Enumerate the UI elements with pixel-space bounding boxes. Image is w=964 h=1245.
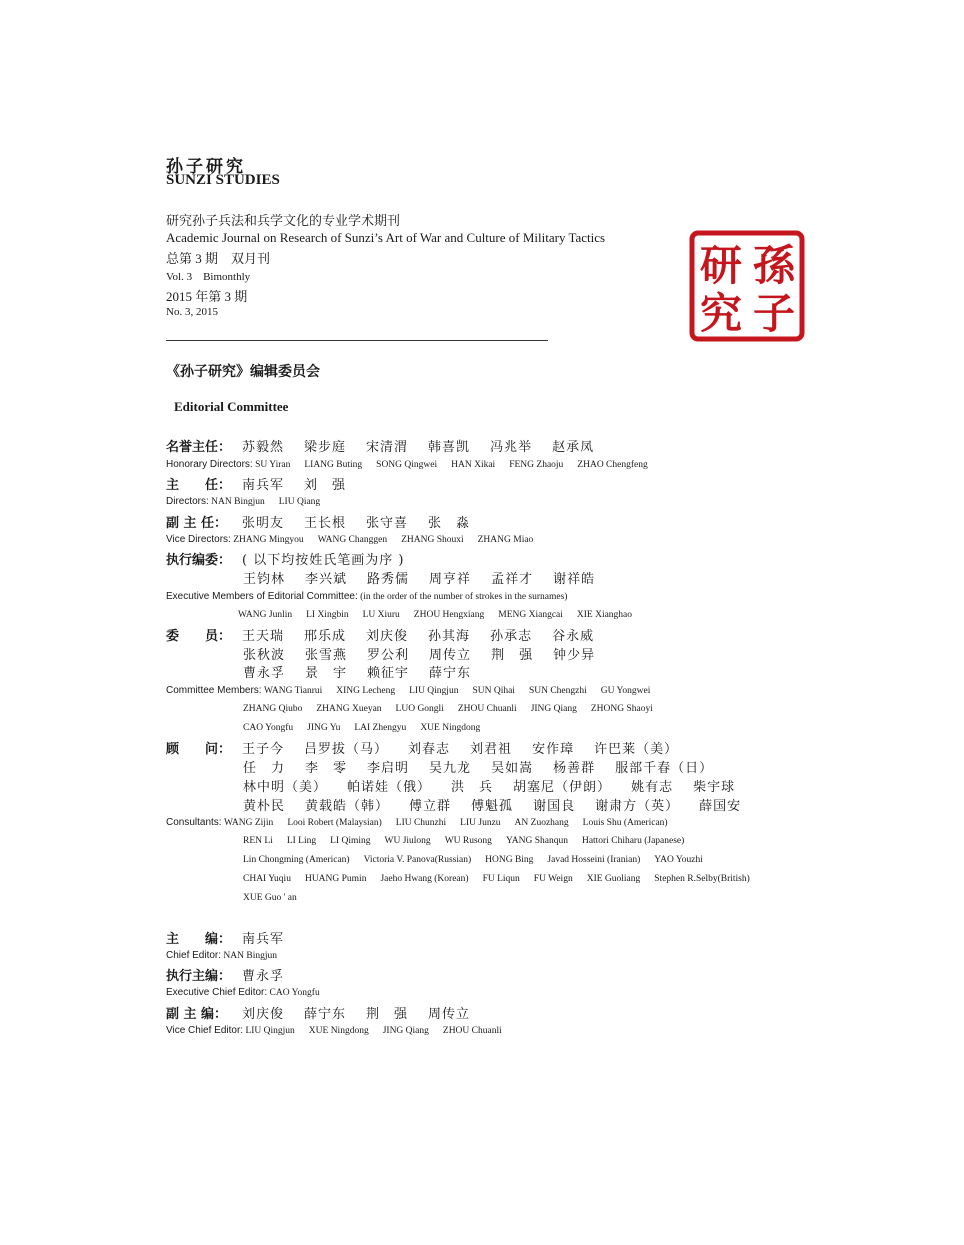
consultants-names-en-3 [243, 855, 717, 865]
person-name: 林中明（美） [243, 780, 328, 795]
person-name: 刘庆俊 [366, 629, 409, 644]
vice-directors-label-en: Vice Directors: [166, 534, 231, 545]
person-name: LIU Qingjun [409, 686, 459, 696]
person-name: LUO Gongli [395, 704, 444, 714]
person-name: 刘春志 [408, 742, 451, 757]
person-name: YAO Youzhi [654, 855, 703, 865]
consultants-names-cn-4 [243, 795, 761, 814]
vice-chief-editor-cn [166, 1003, 490, 1022]
honorary-label-cn: 名誉主任： [166, 440, 232, 455]
vice-chief-editor-label-cn: 副 主 编： [166, 1007, 228, 1022]
person-name: 黄载皓（韩） [305, 799, 390, 814]
person-name: LAI Zhengyu [354, 723, 407, 733]
name-list [255, 460, 662, 470]
person-name: XIE Xianghao [576, 610, 633, 620]
journal-title-en: SUNZI STUDIES [166, 172, 280, 188]
honorary-directors-en [166, 459, 662, 470]
person-name: WANG Junlin [238, 610, 293, 620]
person-name: 黄朴民 [243, 799, 286, 814]
person-name: Louis Shu (American) [582, 818, 668, 828]
person-name: Stephen R.Selby(British) [654, 874, 750, 884]
person-name: 王长根 [304, 516, 347, 531]
vice-directors-en [166, 534, 547, 545]
chief-editor-label-cn: 主 编： [166, 932, 232, 947]
name-list [242, 478, 366, 493]
journal-title-cn: 孙子研究 [166, 157, 246, 176]
person-name: 谷永威 [552, 629, 595, 644]
executive-names-cn [243, 568, 615, 587]
person-name: 傅魁孤 [471, 799, 514, 814]
person-name: LIU Qiang [278, 497, 321, 507]
person-name: 张 淼 [428, 516, 471, 531]
person-name: WANG Zijin [223, 818, 274, 828]
person-name: 南兵军 [242, 478, 285, 493]
person-name: LI Qiming [330, 836, 371, 846]
committee-members-cn [166, 625, 614, 644]
exec-chief-editor-label-cn: 执行主编： [166, 969, 232, 984]
person-name: 刘君祖 [470, 742, 513, 757]
person-name: 路秀儒 [367, 572, 410, 587]
consultants-label-en: Consultants: [166, 817, 222, 828]
name-list [242, 1007, 490, 1022]
person-name: 周传立 [428, 1007, 471, 1022]
person-name: GU Yongwei [600, 686, 651, 696]
honorary-directors-cn [166, 436, 614, 455]
directors-label-cn: 主 任： [166, 478, 232, 493]
issue-date-cn: 2015 年第 3 期 [166, 289, 248, 304]
person-name: 宋清渭 [366, 440, 409, 455]
person-name: ZHANG Mingyou [233, 535, 304, 545]
chief-editor-cn [166, 928, 304, 947]
members-names-en-2 [243, 704, 667, 714]
person-name: 孙承志 [490, 629, 533, 644]
person-name: 服部千春（日） [615, 761, 714, 776]
name-list [242, 969, 304, 984]
vice-directors-label-cn: 副 主 任： [166, 516, 228, 531]
person-name: LIANG Buting [304, 460, 363, 470]
name-list [224, 818, 682, 828]
members-names-cn-3 [243, 662, 491, 681]
person-name: NAN Bingjun [223, 951, 277, 961]
person-name: 安作璋 [532, 742, 575, 757]
journal-description-en: Academic Journal on Research of Sunzi’s Art of War and Culture of Military Tactics [166, 230, 606, 245]
person-name: ZHOU Chuanli [457, 704, 517, 714]
person-name: JING Qiang [382, 1026, 429, 1036]
name-list [242, 440, 614, 455]
person-name: 南兵军 [242, 932, 285, 947]
person-name: SUN Chengzhi [528, 686, 587, 696]
committee-members-en [166, 685, 664, 696]
person-name: 罗公利 [367, 648, 410, 663]
executive-note-cn: ( 以下均按姓氏笔画为序 ) [242, 553, 405, 568]
person-name: HUANG Pumin [304, 874, 367, 884]
person-name: 荆 强 [366, 1007, 409, 1022]
seal-char-4: 究 [699, 289, 743, 338]
person-name: REN Li [243, 836, 273, 846]
person-name: FU Weign [533, 874, 573, 884]
person-name: 周亨祥 [429, 572, 472, 587]
exec-chief-editor-cn [166, 965, 304, 984]
person-name: 帕诺娃（俄） [347, 780, 432, 795]
person-name: ZHOU Chuanli [442, 1026, 502, 1036]
person-name: CAO Yongfu [243, 723, 294, 733]
name-list [270, 988, 334, 998]
consultants-cn [166, 738, 698, 757]
person-name: 薛宁东 [304, 1007, 347, 1022]
vice-directors-cn [166, 512, 490, 531]
person-name: 李启明 [367, 761, 410, 776]
person-name: Looi Robert (Malaysian) [287, 818, 382, 828]
members-label-en: Committee Members: [166, 685, 262, 696]
person-name: 洪 兵 [451, 780, 494, 795]
members-names-en-3 [243, 723, 494, 733]
directors-label-en: Directors: [166, 496, 209, 507]
person-name: WU Rusong [444, 836, 492, 846]
person-name: XUE Ningdong [420, 723, 481, 733]
executive-label-cn: 执行编委： [166, 553, 232, 568]
person-name: SU Yiran [255, 460, 291, 470]
person-name: 薛国安 [699, 799, 742, 814]
person-name: MENG Xiangcai [498, 610, 563, 620]
person-name: ZHANG Shouxi [401, 535, 464, 545]
executive-note-en: (in the order of the number of strokes in the surnames) [360, 592, 568, 602]
consultants-names-en-4 [243, 874, 764, 884]
seal-char-2: 子 [752, 289, 796, 338]
consultants-en [166, 817, 682, 828]
person-name: YANG Shanqun [505, 836, 568, 846]
person-name: NAN Bingjun [211, 497, 265, 507]
person-name: 胡塞尼（伊朗） [513, 780, 612, 795]
person-name: 苏毅然 [242, 440, 285, 455]
person-name: 谢肃方（英） [595, 799, 680, 814]
seal-char-1: 孫 [752, 241, 796, 290]
members-label-cn: 委 员： [166, 629, 232, 644]
person-name: ZHAO Chengfeng [577, 460, 648, 470]
person-name: 张雪燕 [305, 648, 348, 663]
person-name: CHAI Yuqiu [243, 874, 291, 884]
person-name: WU Jiulong [384, 836, 431, 846]
person-name: Lin Chongming (American) [243, 855, 350, 865]
person-name: 张守喜 [366, 516, 409, 531]
members-names-cn-2 [243, 644, 615, 663]
person-name: 荆 强 [491, 648, 534, 663]
person-name: LIU Chunzhi [395, 818, 447, 828]
consultants-names-cn-2 [243, 757, 733, 776]
person-name: 吕罗拔（马） [304, 742, 389, 757]
exec-chief-editor-en [166, 987, 334, 998]
name-list [242, 932, 304, 947]
issue-info-en: Vol. 3 Bimonthly [166, 271, 251, 283]
person-name: 钟少异 [553, 648, 596, 663]
person-name: HAN Xikai [451, 460, 496, 470]
person-name: Javad Hosseini (Iranian) [547, 855, 641, 865]
name-list [242, 742, 698, 757]
honorary-label-en: Honorary Directors: [166, 459, 253, 470]
executive-members-en [166, 591, 567, 602]
person-name: XING Lecheng [336, 686, 396, 696]
person-name: 王子今 [242, 742, 285, 757]
person-name: 王钧林 [243, 572, 286, 587]
committee-title-en: Editorial Committee [174, 399, 289, 414]
person-name: ZHOU Hengxiang [413, 610, 485, 620]
person-name: 许巴莱（美） [594, 742, 679, 757]
journal-description-cn: 研究孙子兵法和兵学文化的专业学术期刊 [166, 213, 401, 228]
person-name: 赵承凤 [552, 440, 595, 455]
person-name: HONG Bing [485, 855, 534, 865]
person-name: ZHONG Shaoyi [590, 704, 653, 714]
person-name: 赖征宇 [367, 666, 410, 681]
person-name: 张明友 [242, 516, 285, 531]
person-name: 韩喜凯 [428, 440, 471, 455]
person-name: WANG Changgen [317, 535, 388, 545]
person-name: FENG Zhaoju [509, 460, 564, 470]
person-name: 李兴斌 [305, 572, 348, 587]
person-name: 刘庆俊 [242, 1007, 285, 1022]
person-name: 李 零 [305, 761, 348, 776]
committee-title-cn: 《孙子研究》编辑委员会 [166, 365, 320, 380]
person-name: Victoria V. Panova(Russian) [363, 855, 472, 865]
seal-char-3: 研 [699, 241, 743, 290]
consultants-names-cn-3 [243, 776, 755, 795]
person-name: FU Liqun [482, 874, 520, 884]
vice-chief-editor-label-en: Vice Chief Editor: [166, 1025, 244, 1036]
person-name: 谢祥皓 [553, 572, 596, 587]
person-name: LIU Junzu [460, 818, 501, 828]
person-name: 张秋波 [243, 648, 286, 663]
journal-seal-icon [689, 230, 805, 342]
vice-chief-editor-en [166, 1025, 516, 1036]
executive-label-en: Executive Members of Editorial Committee: [166, 591, 358, 602]
person-name: ZHANG Qiubo [243, 704, 303, 714]
name-list [264, 686, 664, 696]
name-list [223, 951, 291, 961]
person-name: Hattori Chiharu (Japanese) [581, 836, 685, 846]
person-name: Jaeho Hwang (Korean) [380, 874, 469, 884]
person-name: SUN Qihai [472, 686, 515, 696]
person-name: 景 宇 [305, 666, 348, 681]
consultants-names-en-5 [243, 893, 311, 903]
person-name: XIE Guoliang [586, 874, 641, 884]
issue-info-cn: 总第 3 期 双月刊 [166, 251, 271, 266]
person-name: XUE Guo ' an [243, 893, 297, 903]
person-name: 薛宁东 [429, 666, 472, 681]
person-name: 任 力 [243, 761, 286, 776]
person-name: 曹永孚 [243, 666, 286, 681]
person-name: AN Zuozhang [514, 818, 569, 828]
person-name: 傅立群 [409, 799, 452, 814]
consultants-label-cn: 顾 问： [166, 742, 232, 757]
person-name: 吴九龙 [429, 761, 472, 776]
exec-chief-editor-label-en: Executive Chief Editor: [166, 987, 268, 998]
person-name: LU Xiuru [362, 610, 400, 620]
person-name: 姚有志 [631, 780, 674, 795]
executive-names-en [238, 610, 646, 620]
person-name: 孟祥才 [491, 572, 534, 587]
issue-date-en: No. 3, 2015 [166, 306, 218, 318]
person-name: 孙其海 [428, 629, 471, 644]
header-divider [166, 340, 548, 341]
person-name: 谢国良 [533, 799, 576, 814]
person-name: ZHANG Miao [477, 535, 534, 545]
name-list [242, 629, 614, 644]
chief-editor-en [166, 950, 291, 961]
name-list [233, 535, 547, 545]
directors-cn [166, 474, 366, 493]
person-name: 吴如嵩 [491, 761, 534, 776]
person-name: LIU Qingjun [245, 1026, 295, 1036]
person-name: 杨善群 [553, 761, 596, 776]
directors-en [166, 496, 334, 507]
name-list [245, 1026, 515, 1036]
chief-editor-label-en: Chief Editor: [166, 950, 222, 961]
person-name: ZHANG Xueyan [316, 704, 382, 714]
person-name: 柴宇球 [693, 780, 736, 795]
person-name: 邢乐成 [304, 629, 347, 644]
person-name: 冯兆举 [490, 440, 533, 455]
person-name: JING Yu [307, 723, 341, 733]
person-name: LI Xingbin [306, 610, 349, 620]
consultants-names-en-2 [243, 836, 698, 846]
person-name: 梁步庭 [304, 440, 347, 455]
person-name: JING Qiang [530, 704, 577, 714]
person-name: 王天瑞 [242, 629, 285, 644]
person-name: 周传立 [429, 648, 472, 663]
person-name: 刘 强 [304, 478, 347, 493]
person-name: WANG Tianrui [263, 686, 323, 696]
person-name: XUE Ningdong [308, 1026, 369, 1036]
person-name: CAO Yongfu [269, 988, 320, 998]
person-name: LI Ling [286, 836, 317, 846]
person-name: 曹永孚 [242, 969, 285, 984]
name-list [211, 497, 334, 507]
executive-members-cn [166, 549, 404, 568]
name-list [242, 516, 490, 531]
person-name: SONG Qingwei [376, 460, 438, 470]
